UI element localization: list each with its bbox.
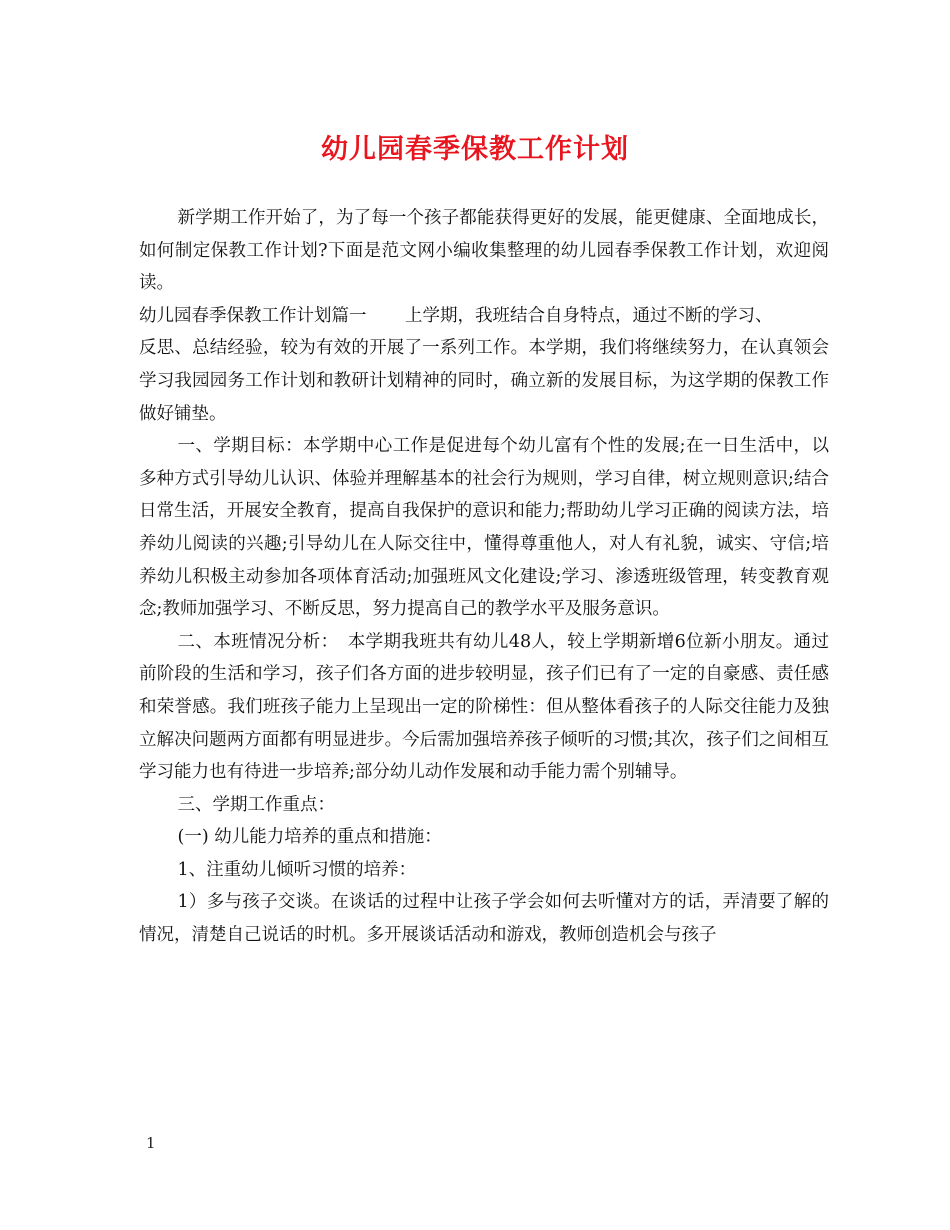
section-one-first-line bbox=[139, 300, 829, 333]
listening-habits-heading: 1、注重幼儿倾听习惯的培养： bbox=[177, 859, 417, 880]
ability-measures-heading: (一) 幼儿能力培养的重点和措施： bbox=[177, 827, 442, 848]
section-one-lead: 上学期，我班结合自身特点，通过不断的学习、 bbox=[405, 305, 773, 326]
section-one-paragraph: 反思、总结经验，较为有效的开展了一系列工作。本学期，我们将继续努力，在认真领会学习我园园务工作计划和教研计划精神的同时，确立新的发展目标，为这学期的保教工作做好铺垫。 bbox=[139, 338, 829, 424]
page-number: 1 bbox=[146, 1134, 156, 1152]
talk-with-children-paragraph: 1）多与孩子交谈。在谈话的过程中让孩子学会如何去听懂对方的话，弄清要了解的情况，清楚自己说话的时机。多开展谈话活动和游戏，教师创造机会与孩子 bbox=[139, 892, 829, 946]
document-title: 幼儿园春季保教工作计划 bbox=[321, 134, 629, 165]
intro-paragraph: 新学期工作开始了，为了每一个孩子都能获得更好的发展，能更健康、全面地成长，如何制定保教工作计划?下面是范文网小编收集整理的幼儿园春季保教工作计划，欢迎阅读。 bbox=[139, 208, 829, 294]
section-one-heading: 幼儿园春季保教工作计划篇一 bbox=[139, 305, 367, 326]
class-analysis-paragraph: 二、本班情况分析： 本学期我班共有幼儿48人，较上学期新增6位新小朋友。通过前阶段的生活和学习，孩子们各方面的进步较明显，孩子们已有了一定的自豪感、责任感和荣誉感。我们班孩子能力上呈现出一定的阶梯性：但从整体看孩子的人际交往能力及独立解决问题两方面都有明显进步。今后需加强培养孩子倾听的习惯;其次，孩子们之间相互学习能力也有待进一步培养;部分幼儿动作发展和动手能力需个别辅导。 bbox=[139, 631, 829, 783]
work-focus-heading: 三、学期工作重点： bbox=[177, 794, 335, 815]
goals-paragraph: 一、学期目标：本学期中心工作是促进每个幼儿富有个性的发展;在一日生活中，以多种方式引导幼儿认识、体验并理解基本的社会行为规则，学习自律，树立规则意识;结合日常生活，开展安全教育，提高自我保护的意识和能力;帮助幼儿学习正确的阅读方法，培养幼儿阅读的兴趣;引导幼儿在人际交往中，懂得尊重他人，对人有礼貌，诚实、守信;培养幼儿积极主动参加各项体育活动;加强班风文化建设;学习、渗透班级管理，转变教育观念;教师加强学习、不断反思，努力提高自己的教学水平及服务意识。 bbox=[139, 436, 829, 620]
document-body bbox=[139, 202, 829, 952]
